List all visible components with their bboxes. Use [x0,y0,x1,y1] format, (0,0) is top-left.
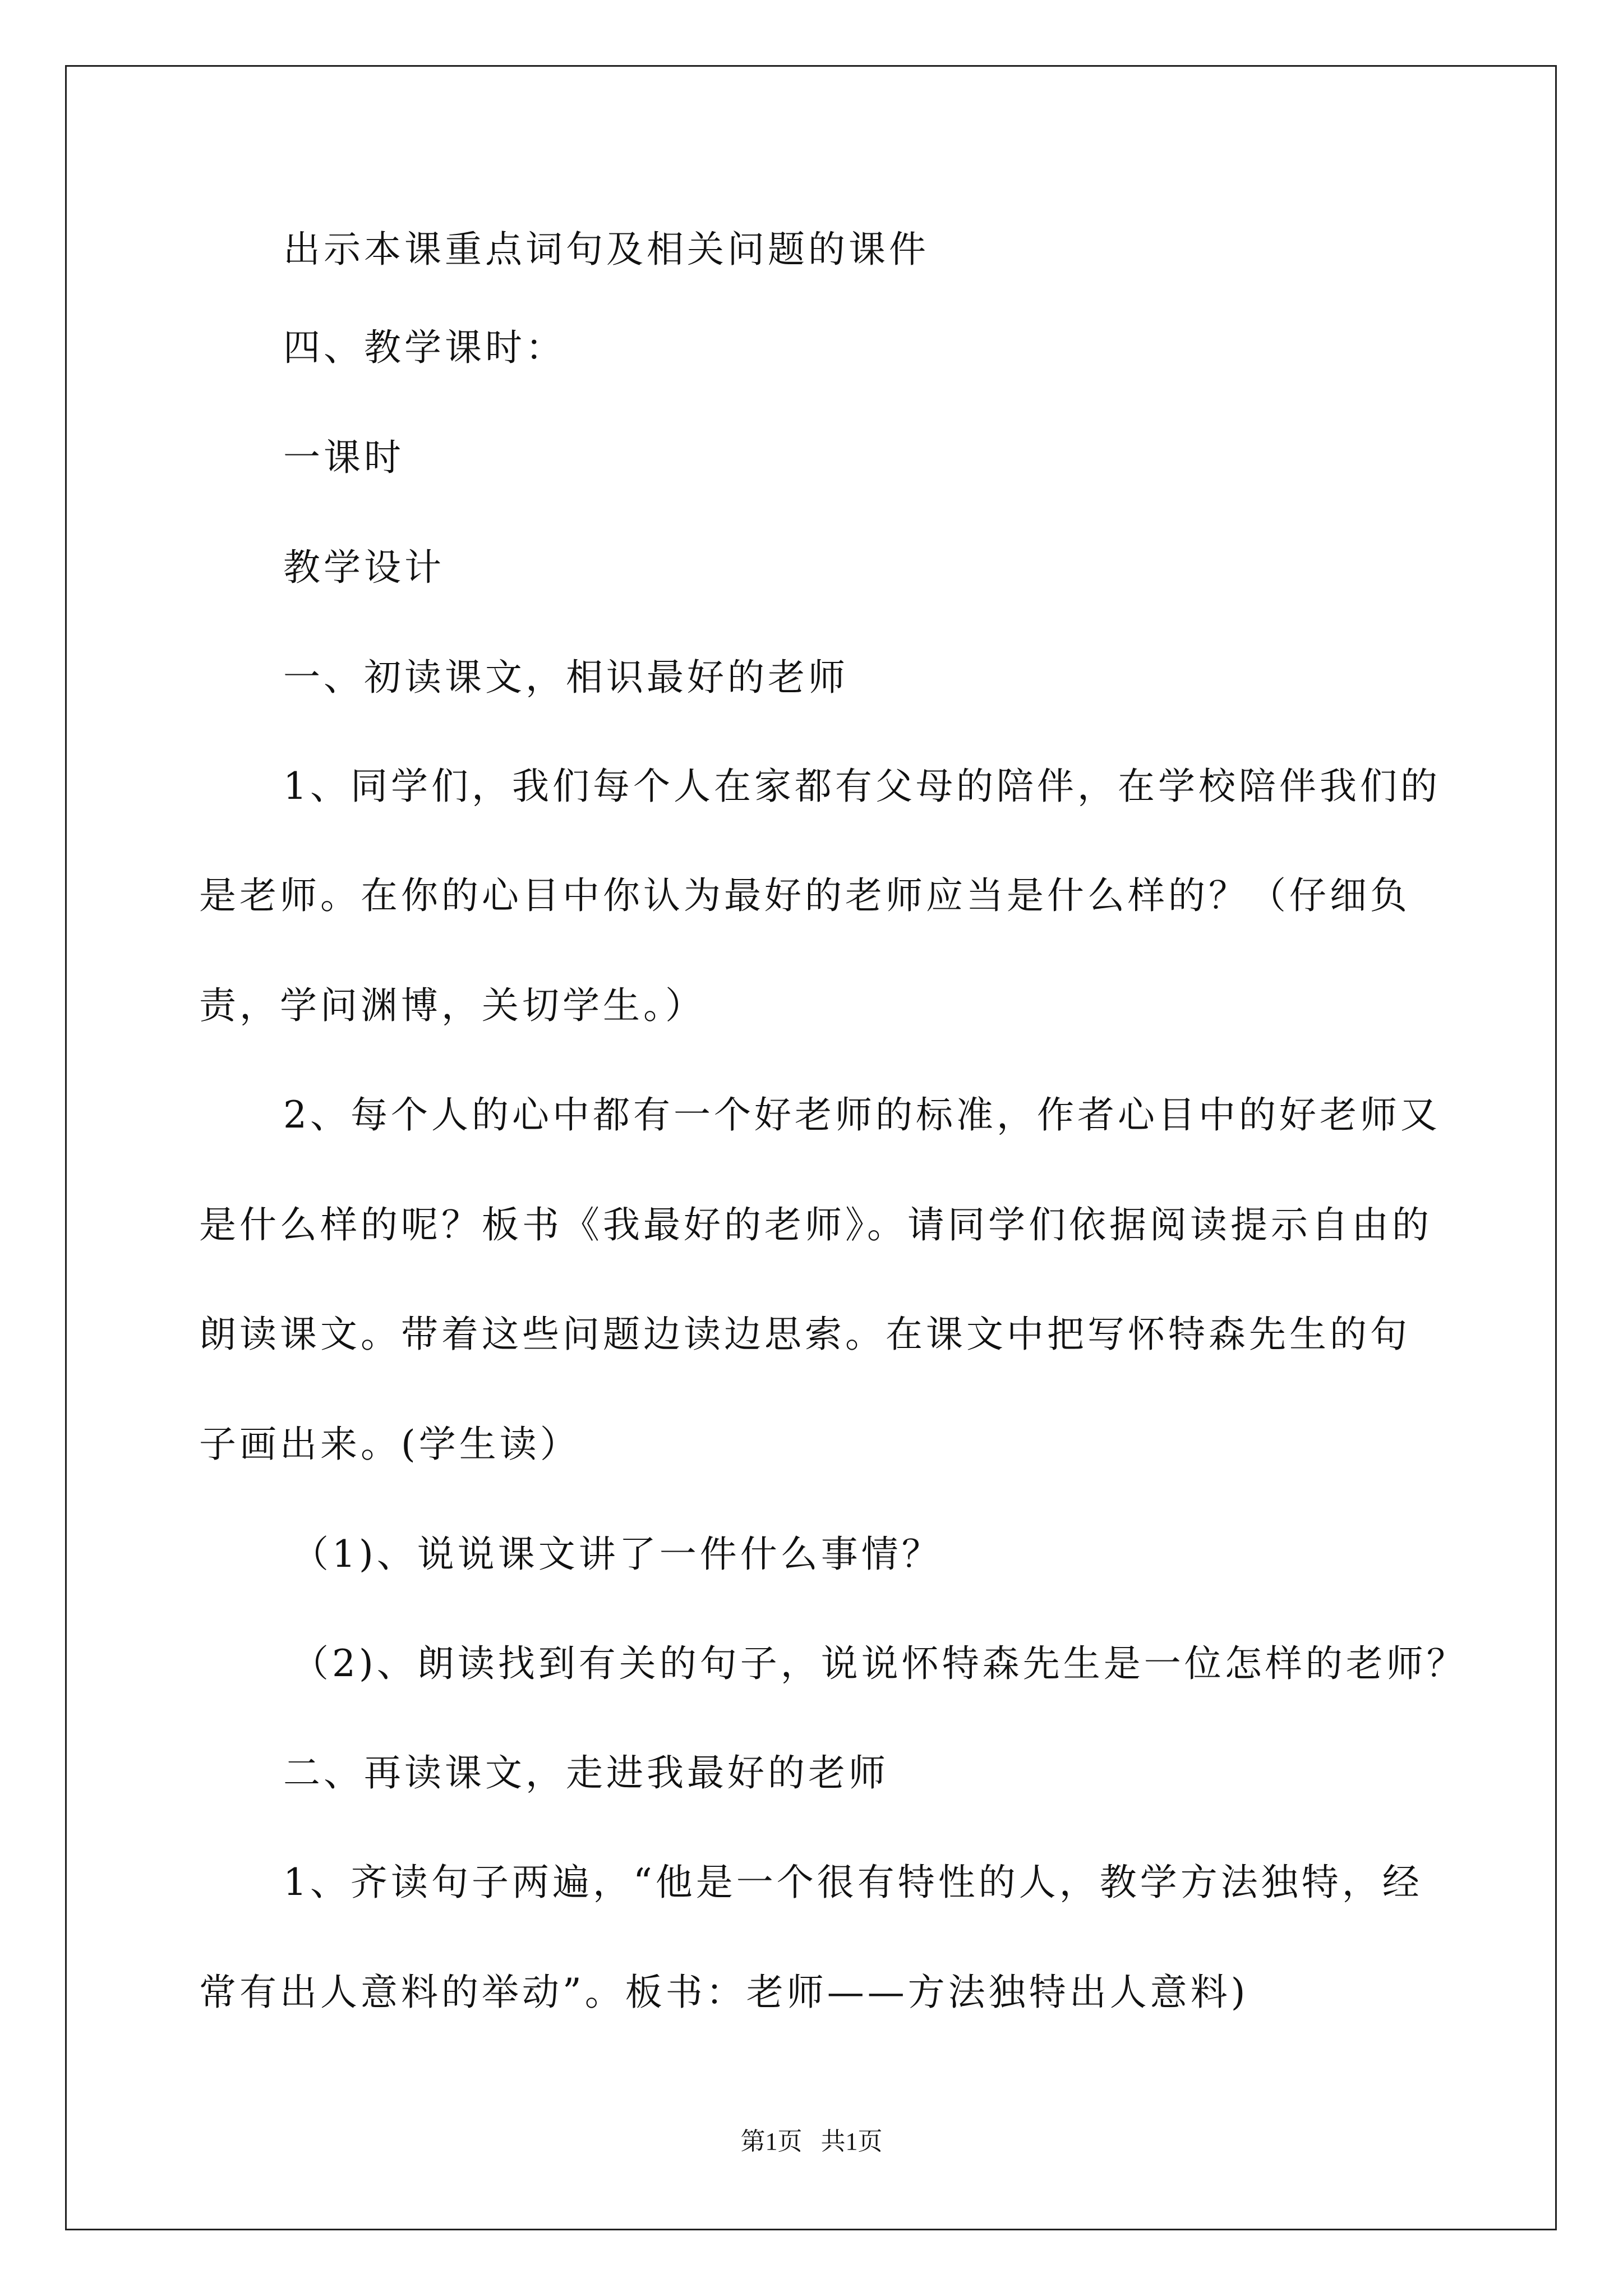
section-heading: 二、再读课文，走进我最好的老师 [283,1751,889,1795]
paragraph-line: （1)、说说课文讲了一件什么事情？ [292,1533,942,1576]
paragraph-line: 1、同学们，我们每个人在家都有父母的陪伴，在学校陪伴我们的 [283,765,1441,808]
paragraph-line: 1、齐读句子两遍，“他是一个很有特性的人，教学方法独特，经 [283,1861,1423,1904]
page-footer: 第1页 共1页 [740,2128,883,2155]
paragraph-line: （2)、朗读找到有关的句子，说说怀特森先生是一位怎样的老师？ [292,1642,1467,1685]
paragraph-line: 朗读课文。带着这些问题边读边思索。在课文中把写怀特森先生的句 [199,1313,1410,1356]
paragraph-line: 2、每个人的心中都有一个好老师的标准，作者心目中的好老师又 [283,1093,1441,1137]
paragraph-line: 是什么样的呢？板书《我最好的老师》。请同学们依据阅读提示自由的 [199,1203,1432,1246]
section-heading: 教学设计 [283,546,445,589]
section-heading: 四、教学课时： [283,326,566,369]
page-border [65,65,1557,2230]
paragraph-line: 常有出人意料的举动”。板书：老师——方法独特出人意料) [199,1971,1249,2014]
paragraph-line: 一课时 [283,436,404,479]
paragraph-line: 出示本课重点词句及相关问题的课件 [283,228,929,271]
paragraph-line: 是老师。在你的心目中你认为最好的老师应当是什么样的？（仔细负 [199,874,1410,917]
paragraph-line: 子画出来。(学生读） [199,1423,580,1466]
section-heading: 一、初读课文，相识最好的老师 [283,656,849,699]
paragraph-line: 责，学问渊博，关切学生。） [199,984,706,1027]
